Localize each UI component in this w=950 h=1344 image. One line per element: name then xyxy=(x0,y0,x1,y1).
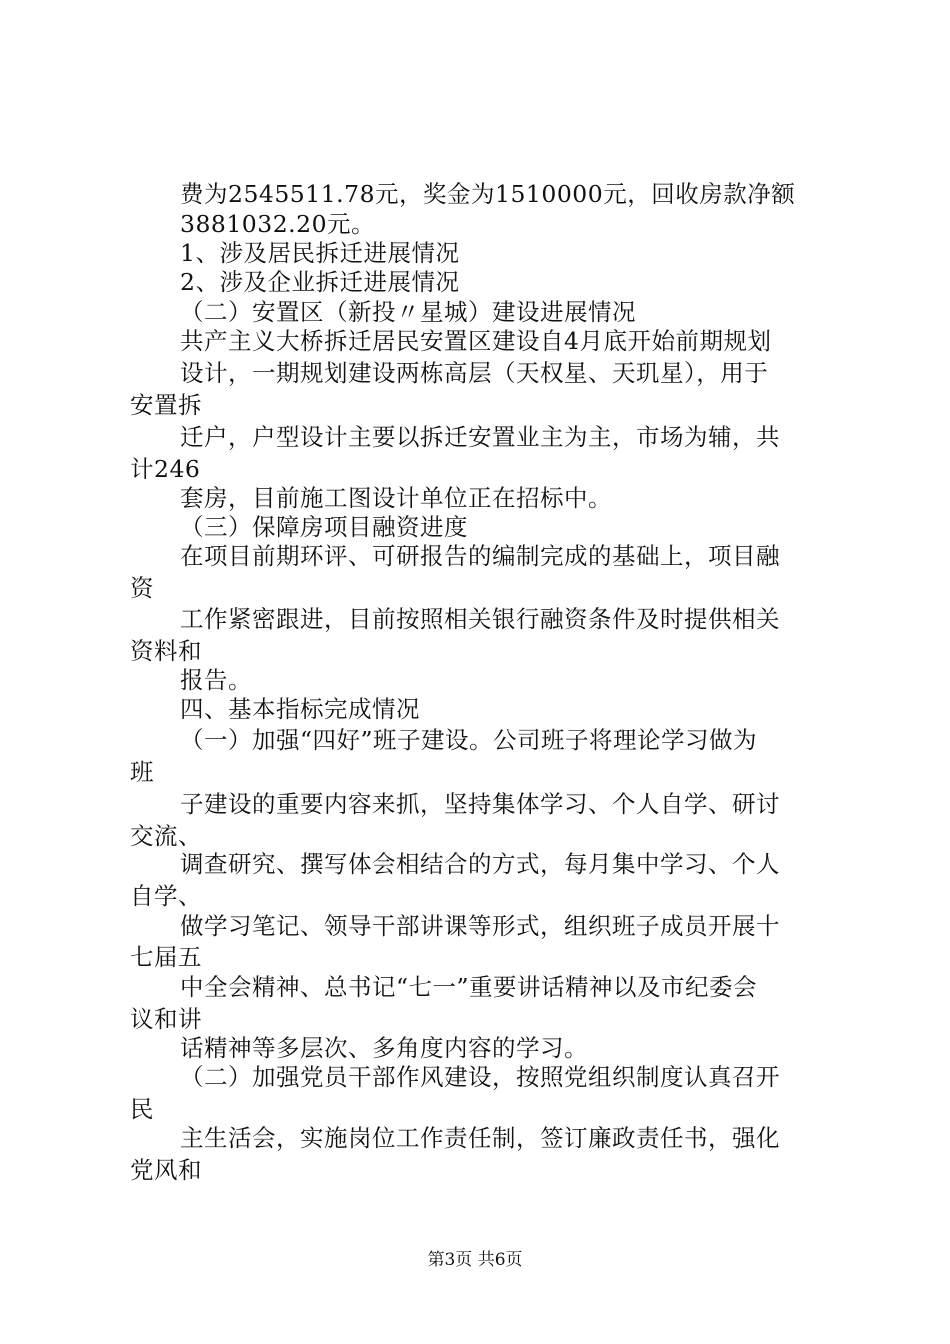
text-line: 费为2545511.78元，奖金为1510000元，回收房款净额 xyxy=(180,180,796,208)
text-line: 议和讲 xyxy=(130,1005,202,1033)
text-line: 班 xyxy=(130,758,154,786)
text-line: 2、涉及企业拆迁进展情况 xyxy=(180,268,460,296)
text-line: 安置拆 xyxy=(130,391,202,419)
text-line: 话精神等多层次、多角度内容的学习。 xyxy=(180,1034,588,1062)
text-line: 工作紧密跟进，目前按照相关银行融资条件及时提供相关 xyxy=(180,605,780,633)
text-line: （一）加强“四好”班子建设。公司班子将理论学习做为 xyxy=(180,726,758,754)
section-heading: （二）安置区（新投〃星城）建设进展情况 xyxy=(180,298,636,326)
text-line: （二）加强党员干部作风建设，按照党组织制度认真召开 xyxy=(180,1063,780,1091)
text-line: 调查研究、撰写体会相结合的方式，每月集中学习、个人 xyxy=(180,850,780,878)
text-line: 中全会精神、总书记“七一”重要讲话精神以及市纪委会 xyxy=(180,973,758,1001)
text-line: 党风和 xyxy=(130,1156,202,1184)
text-line: 子建设的重要内容来抓，坚持集体学习、个人自学、研讨 xyxy=(180,790,780,818)
text-line: 七届五 xyxy=(130,943,202,971)
text-line: 设计，一期规划建设两栋高层（天权星、天玑星），用于 xyxy=(180,359,769,387)
text-line: 3881032.20元。 xyxy=(180,210,376,238)
text-line: 主生活会，实施岗位工作责任制，签订廉政责任书，强化 xyxy=(180,1124,780,1152)
section-heading: （三）保障房项目融资进度 xyxy=(180,513,468,541)
text-line: 共产主义大桥拆迁居民安置区建设自4月底开始前期规划 xyxy=(180,327,772,355)
text-line: 计246 xyxy=(130,455,201,483)
text-line: 做学习笔记、领导干部讲课等形式，组织班子成员开展十 xyxy=(180,912,780,940)
page-footer: 第3页 共6页 xyxy=(427,1250,523,1270)
text-line: 报告。 xyxy=(180,666,252,694)
text-line: 在项目前期环评、可研报告的编制完成的基础上，项目融 xyxy=(180,542,780,570)
text-line: 1、涉及居民拆迁进展情况 xyxy=(180,239,460,267)
text-line: 交流、 xyxy=(130,822,202,850)
section-heading: 四、基本指标完成情况 xyxy=(180,695,420,723)
text-line: 资 xyxy=(130,574,154,602)
text-line: 民 xyxy=(130,1095,154,1123)
text-line: 资料和 xyxy=(130,637,202,665)
text-line: 迁户，户型设计主要以拆迁安置业主为主，市场为辅，共 xyxy=(180,423,780,451)
text-line: 套房，目前施工图设计单位正在招标中。 xyxy=(180,484,612,512)
text-line: 自学、 xyxy=(130,882,202,910)
